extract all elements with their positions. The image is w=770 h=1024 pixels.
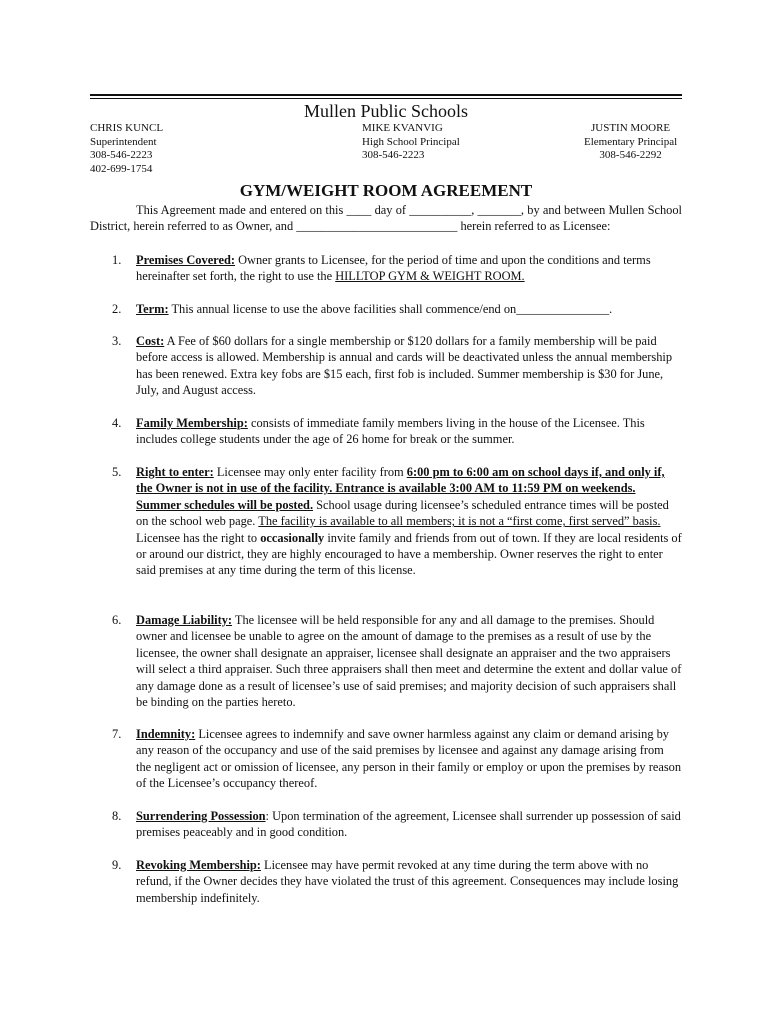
staff-superintendent (90, 122, 163, 176)
clause-heading: Surrendering Possession (136, 809, 266, 823)
staff-phone: 308-546-2223 (90, 149, 153, 161)
clause-number: 6. (112, 613, 122, 627)
clause-body (136, 252, 682, 285)
clause-text: consists of immediate family members living in the house of the Licensee. This includes college students under the age of 26 home for break or the summer. (136, 416, 645, 447)
staff-name: CHRIS KUNCL (90, 122, 164, 134)
clause-text: The licensee will be held responsible for any and all damage to the premises. Should owner and licensee be unable to agree on the amount of damage to the premises as a result of use by the licensee, the owner shall designate an appraiser, licensee shall designate an appraiser and the two appraisers will select a third appraiser. Such three appraisers shall then meet and determine the extent and dollar value of any damage done as a result of licensee’s use of said premises; and majority decision of such appraisers shall be binding on the parties hereto. (136, 613, 682, 710)
staff-phone: 308-546-2292 (599, 149, 662, 161)
staff-name: MIKE KVANVIG (362, 122, 443, 134)
clause-body (136, 415, 682, 448)
clause-body (136, 808, 682, 841)
clause-heading: Family Membership: (136, 416, 248, 430)
clause-bold: occasionally (260, 530, 325, 545)
clause-family-membership (90, 415, 682, 448)
clause-text: Licensee agrees to indemnify and save owner harmless against any claim or demand arising by any reason of the occupancy and use of the said premises by licensee and against any damage arising from the negligent act or omission of licensee, any person in their family or employ or upon the premises by reason of the Licensee’s occupancy thereof. (136, 727, 682, 791)
clause-number: 9. (112, 858, 122, 872)
staff-title: High School Principal (362, 135, 460, 148)
clause-number: 5. (112, 465, 122, 479)
header-rule-thin (90, 98, 682, 99)
clause-body (136, 726, 682, 792)
clause-number: 3. (112, 334, 122, 348)
clause-body (136, 333, 682, 399)
clause-body (136, 464, 682, 579)
clause-heading: Indemnity: (136, 727, 196, 741)
clause-underline: HILLTOP GYM & WEIGHT ROOM. (335, 269, 525, 284)
clause-surrendering-possession (90, 808, 682, 841)
clause-text: Licensee has the right to (136, 530, 261, 545)
clause-heading: Cost: (136, 334, 165, 348)
clause-premises-covered (90, 252, 682, 285)
staff-title: Superintendent (90, 135, 157, 148)
school-name: Mullen Public Schools (303, 101, 468, 121)
staff-phone: 402-699-1754 (90, 162, 153, 175)
intro-paragraph: This Agreement made and entered on this ____ day of __________, _______, by and between Mullen School District, herein referred to as Owner, and __________________________ herein referred to as Licensee: (90, 203, 682, 234)
clause-body (136, 857, 682, 906)
clause-number: 1. (112, 253, 122, 267)
clause-heading: Premises Covered: (136, 253, 235, 267)
clause-heading: Right to enter: (136, 465, 214, 479)
clause-text: : Upon termination of the agreement, Licensee shall surrender up possession of said premises peaceably and in good condition. (136, 809, 681, 840)
clause-text: Owner grants to Licensee, for the period of time and upon the conditions and terms hereinafter set forth, the right to use the (136, 253, 651, 284)
clause-number: 7. (112, 727, 122, 741)
clause-underline: The facility is available to all members; it is not a “first come, first served” basis. (258, 514, 661, 529)
staff-title: Elementary Principal (584, 135, 678, 148)
document-title: GYM/WEIGHT ROOM AGREEMENT (239, 181, 533, 200)
clause-number: 8. (112, 809, 122, 823)
clause-body (136, 612, 682, 710)
clause-text: A Fee of $60 dollars for a single membership or $120 dollars for a family membership will be paid before access is allowed. Membership is annual and cards will be deactivated unless the annual membership has been renewed. Extra key fobs are $15 each, first fob is included. Summer membership is $30 for June, July, and August access. (136, 334, 673, 398)
clause-damage-liability (90, 612, 682, 710)
clause-text: Licensee may only enter facility from (213, 465, 407, 479)
staff-name: JUSTIN MOORE (591, 122, 671, 134)
staff-elem-principal (584, 122, 677, 163)
clause-cost (90, 333, 682, 399)
clause-text: invite family and friends from out of town. If they are local residents of or around our district, they are highly encouraged to have a membership. Owner reserves the right to enter said premises at any time during the term of this license. (136, 530, 682, 578)
clause-heading: Revoking Membership: (136, 858, 261, 872)
clause-bold-underline: 6:00 pm to 6:00 am on school days if, and only if, the Owner is not in use of the facility. Entrance is available 3:00 AM to 11:59 PM on weekends. Summer schedules will be posted. (136, 465, 665, 512)
header-rule-thick (90, 94, 682, 96)
clause-revoking-membership (90, 857, 682, 906)
clause-right-to-enter (90, 464, 682, 579)
clause-text: Licensee may have permit revoked at any time during the term above with no refund, if the Owner decides they have violated the trust of this agreement. Consequences may include losing membership indefinitely. (136, 858, 679, 905)
clause-body (136, 301, 682, 317)
clause-text: This annual license to use the above facilities shall commence/end on_______________. (168, 302, 613, 316)
clause-number: 2. (112, 302, 122, 316)
clause-heading: Term: (136, 302, 169, 316)
clause-indemnity (90, 726, 682, 792)
staff-phone: 308-546-2223 (362, 149, 425, 161)
clause-number: 4. (112, 416, 122, 430)
clause-term (90, 301, 682, 317)
clause-heading: Damage Liability: (136, 613, 233, 627)
staff-hs-principal (362, 122, 460, 163)
clause-text: School usage during licensee’s scheduled entrance times will be posted on the school web page. (136, 497, 669, 529)
